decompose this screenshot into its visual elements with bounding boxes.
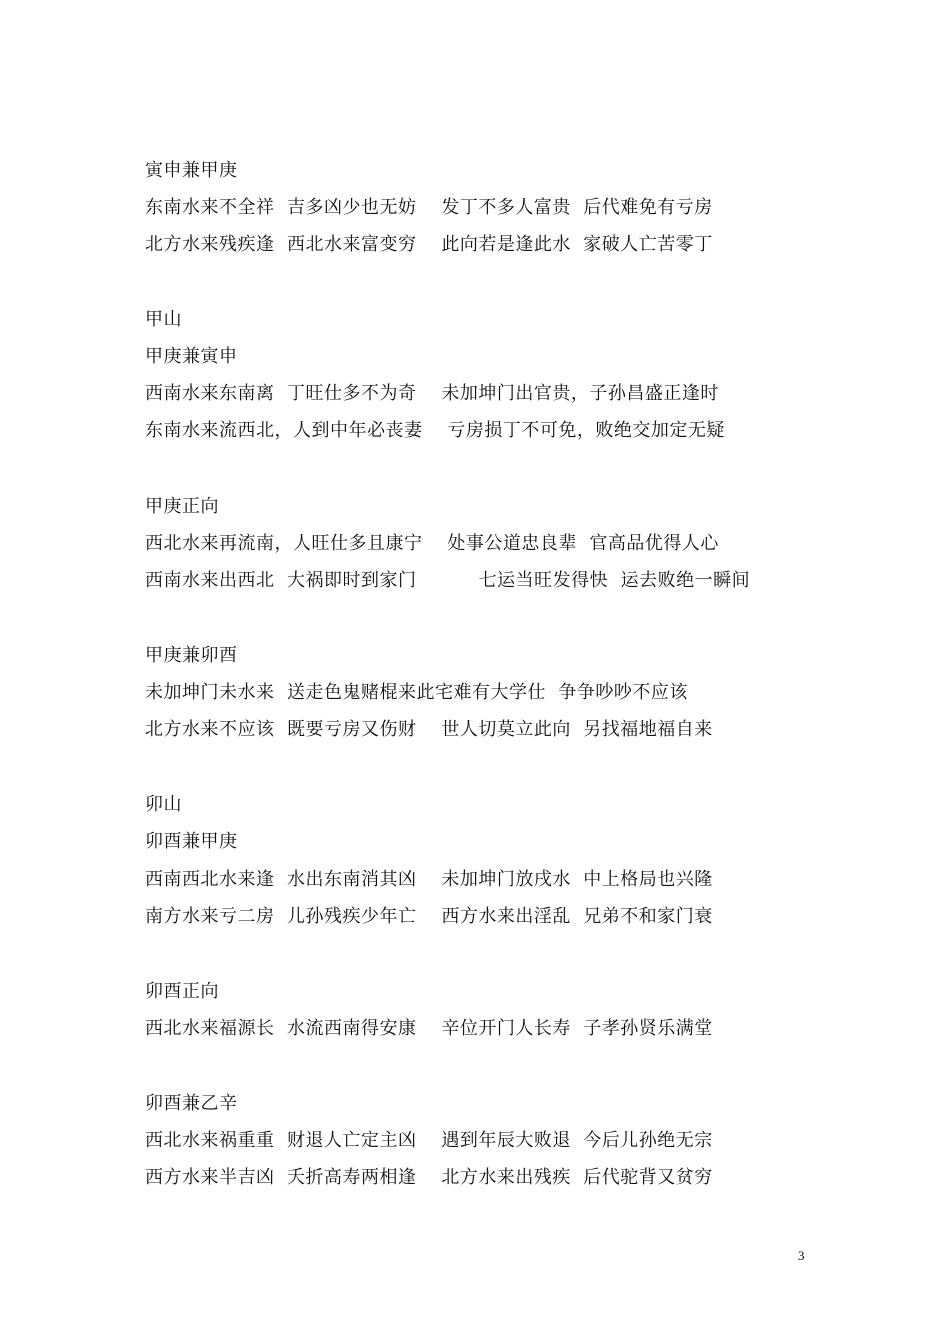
mountain-heading: 卯山	[145, 794, 182, 815]
verse-line: 西北水来福源长 水流西南得安康 辛位开门人长寿 子孝孙贤乐满堂	[145, 1018, 713, 1039]
verse-line: 西北水来再流南，人旺仕多且康宁 处事公道忠良辈 官高品优得人心	[145, 533, 719, 554]
section-heading: 卯酉兼甲庚	[145, 831, 238, 852]
verse-line: 东南水来不全祥 吉多凶少也无妨 发丁不多人富贵 后代难免有亏房	[145, 197, 713, 218]
verse-line: 未加坤门未水来 送走色鬼赌棍来此宅难有大学仕 争争吵吵不应该	[145, 682, 688, 703]
verse-line: 西南水来出西北 大祸即时到家门 七运当旺发得快 运去败绝一瞬间	[145, 570, 751, 591]
verse-line: 北方水来残疾逢 西北水来富变穷 此向若是逢此水 家破人亡苦零丁	[145, 234, 713, 255]
section-heading: 卯酉兼乙辛	[145, 1093, 238, 1114]
page-number: 3	[798, 1248, 805, 1263]
verse-line: 南方水来亏二房 儿孙残疾少年亡 西方水来出淫乱 兄弟不和家门衰	[145, 906, 713, 927]
section-heading: 卯酉正向	[145, 981, 219, 1002]
mountain-heading: 甲山	[145, 309, 182, 330]
section-heading: 寅申兼甲庚	[145, 160, 238, 181]
verse-line: 东南水来流西北，人到中年必丧妻 亏房损丁不可免，败绝交加定无疑	[145, 420, 725, 441]
verse-line: 西北水来祸重重 财退人亡定主凶 遇到年辰大败退 今后儿孙绝无宗	[145, 1130, 713, 1151]
verse-line: 西南西北水来逢 水出东南消其凶 未加坤门放戌水 中上格局也兴隆	[145, 869, 713, 890]
section-heading: 甲庚兼卯酉	[145, 645, 238, 666]
section-heading: 甲庚正向	[145, 496, 219, 517]
section-heading: 甲庚兼寅申	[145, 346, 238, 367]
verse-line: 西方水来半吉凶 夭折高寿两相逢 北方水来出残疾 后代驼背又贫穷	[145, 1167, 713, 1188]
verse-line: 北方水来不应该 既要亏房又伤财 世人切莫立此向 另找福地福自来	[145, 719, 713, 740]
verse-line: 西南水来东南离 丁旺仕多不为奇 未加坤门出官贵，子孙昌盛正逢时	[145, 383, 719, 404]
